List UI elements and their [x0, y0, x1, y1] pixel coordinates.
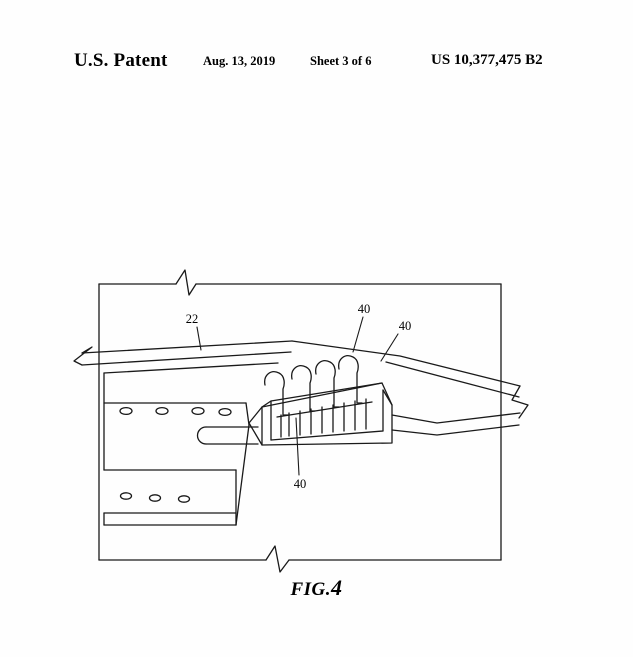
rail-top-edge-right — [292, 341, 520, 386]
hook-finger — [265, 372, 285, 415]
frame-bottom-break — [266, 546, 289, 572]
figure-caption — [0, 575, 633, 601]
housing-shelf — [277, 402, 372, 417]
ref-numeral-40-right: 40 — [398, 319, 412, 333]
patent-date: Aug. 13, 2019 — [203, 54, 276, 68]
rail-body-line — [104, 363, 278, 373]
ref-numeral-22: 22 — [185, 312, 199, 326]
housing-right-bevel — [383, 390, 392, 405]
rod-end-cap — [198, 427, 207, 444]
ref-numeral-40-bottom: 40 — [293, 477, 307, 491]
hook-finger — [292, 366, 312, 411]
page-header — [0, 50, 633, 74]
bolt-hole — [120, 408, 132, 415]
ref-numeral-40-top: 40 — [357, 302, 371, 316]
hook-finger — [316, 361, 336, 407]
figure-caption-prefix: FIG. — [290, 579, 332, 600]
bolt-hole — [156, 408, 168, 415]
rail-top-face-right — [386, 362, 519, 397]
rear-rail-bottom — [392, 425, 519, 435]
figure-drawing — [0, 255, 633, 615]
patent-number: US 10,377,475 B2 — [431, 52, 543, 68]
bolt-hole — [121, 493, 132, 499]
rail-left-break — [74, 347, 92, 365]
frame-top-break — [176, 270, 196, 295]
rail-top-face-left — [82, 352, 291, 365]
bolt-hole — [150, 495, 161, 501]
figure-caption-number: 4 — [331, 575, 343, 600]
plate-angled-top — [246, 403, 249, 425]
plate-angled-face — [236, 425, 249, 525]
hook-finger — [339, 356, 359, 403]
housing-inner-bottom — [271, 431, 383, 440]
bolt-hole — [219, 409, 231, 416]
bolt-hole — [179, 496, 190, 502]
rail-top-edge-left — [82, 341, 292, 353]
patent-office-label: U.S. Patent — [74, 50, 168, 71]
sheet-number: Sheet 3 of 6 — [310, 54, 372, 68]
leader-line-40-bottom — [296, 418, 299, 475]
leader-line-40-right — [381, 334, 398, 361]
bolt-hole — [192, 408, 204, 415]
leader-line-40-top — [353, 317, 363, 352]
